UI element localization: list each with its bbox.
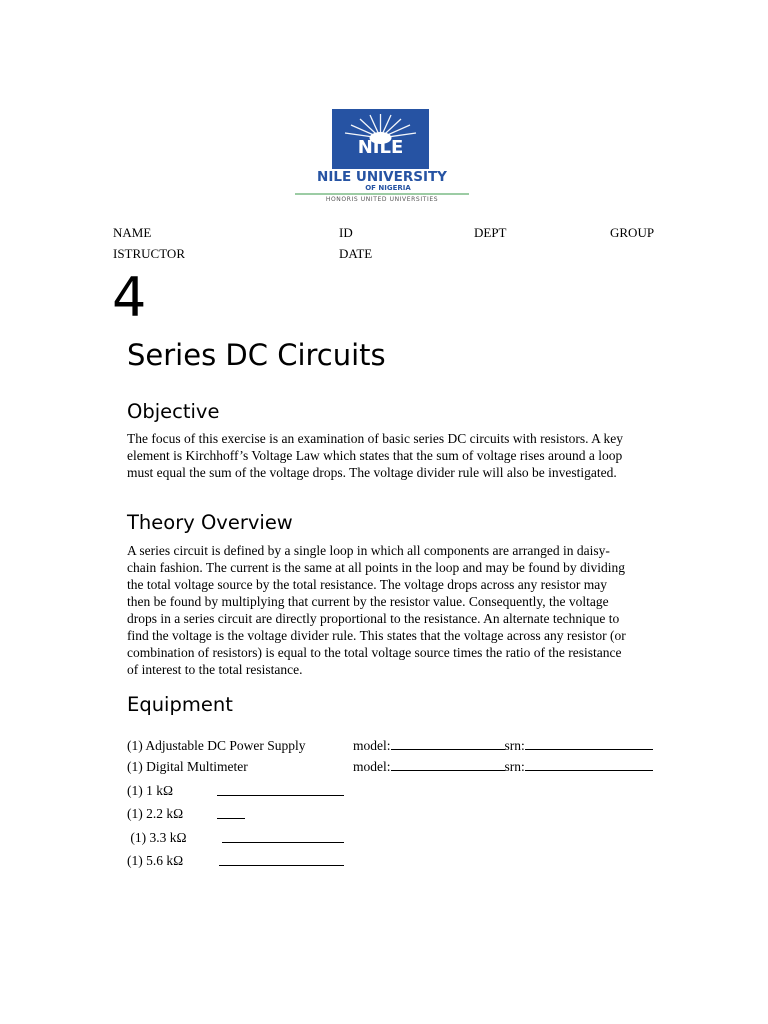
srn-blank <box>525 737 653 750</box>
logo-tagline: HONORIS UNITED UNIVERSITIES <box>325 196 439 203</box>
equipment-heading: Equipment <box>127 693 233 716</box>
srn-label: srn: <box>504 759 525 774</box>
model-label: model: <box>353 738 391 753</box>
id-label: ID <box>339 225 353 240</box>
resistor-3-3k: (1) 3.3 kΩ <box>127 830 187 845</box>
resistor-5-6k-blank <box>219 865 344 866</box>
resistor-1k-blank <box>217 795 344 796</box>
model-blank <box>391 758 505 771</box>
instructor-label: ISTRUCTOR <box>113 246 185 261</box>
dept-label: DEPT <box>474 225 507 240</box>
logo-university-name: NILE UNIVERSITY <box>317 169 447 185</box>
chapter-number: 4 <box>112 266 147 329</box>
resistor-2-2k: (1) 2.2 kΩ <box>127 806 184 821</box>
logo-university-sub: OF NIGERIA <box>365 184 411 192</box>
objective-heading: Objective <box>127 400 220 423</box>
name-label: NAME <box>113 225 152 240</box>
page-title: Series DC Circuits <box>127 338 386 372</box>
date-label: DATE <box>339 246 373 261</box>
theory-heading: Theory Overview <box>127 511 293 534</box>
srn-blank <box>525 758 653 771</box>
equipment-item-multimeter <box>127 758 657 775</box>
resistor-1k: (1) 1 kΩ <box>127 783 174 798</box>
logo-graphic <box>292 108 472 204</box>
resistor-2-2k-blank <box>217 818 245 819</box>
logo-badge-text: NILE <box>357 137 404 158</box>
equipment-item-label: (1) Adjustable DC Power Supply <box>127 738 306 753</box>
srn-label: srn: <box>504 738 525 753</box>
equipment-item-power-supply <box>127 737 657 754</box>
objective-text: The focus of this exercise is an examination of basic series DC circuits with resistors. A key element is Kirchhoff’s Voltage Law which states that the sum of voltage rises around a loop must equal the sum of the voltage drops. The voltage divider rule will also be investigated. <box>127 431 624 480</box>
resistor-3-3k-blank <box>222 842 344 843</box>
model-label: model: <box>353 759 391 774</box>
model-blank <box>391 737 505 750</box>
group-label: GROUP <box>610 225 655 240</box>
theory-text: A series circuit is defined by a single loop in which all components are arranged in daisy-chain fashion. The current is the same at all points in the loop and may be found by dividing the total voltage source by the total resistance. The voltage drops across any resistor may then be found by multiplying that current by the resistor value. Consequently, the voltage drops in a series circuit are directly proportional to the resistance. An alternate technique to find the voltage is the voltage divider rule. This states that the voltage across any resistor (or combination of resistors) is equal to the total voltage source times the ratio of the resistance of interest to the total resistance. <box>127 543 626 677</box>
university-logo <box>292 108 472 204</box>
equipment-item-label: (1) Digital Multimeter <box>127 759 248 774</box>
resistor-5-6k: (1) 5.6 kΩ <box>127 853 184 868</box>
